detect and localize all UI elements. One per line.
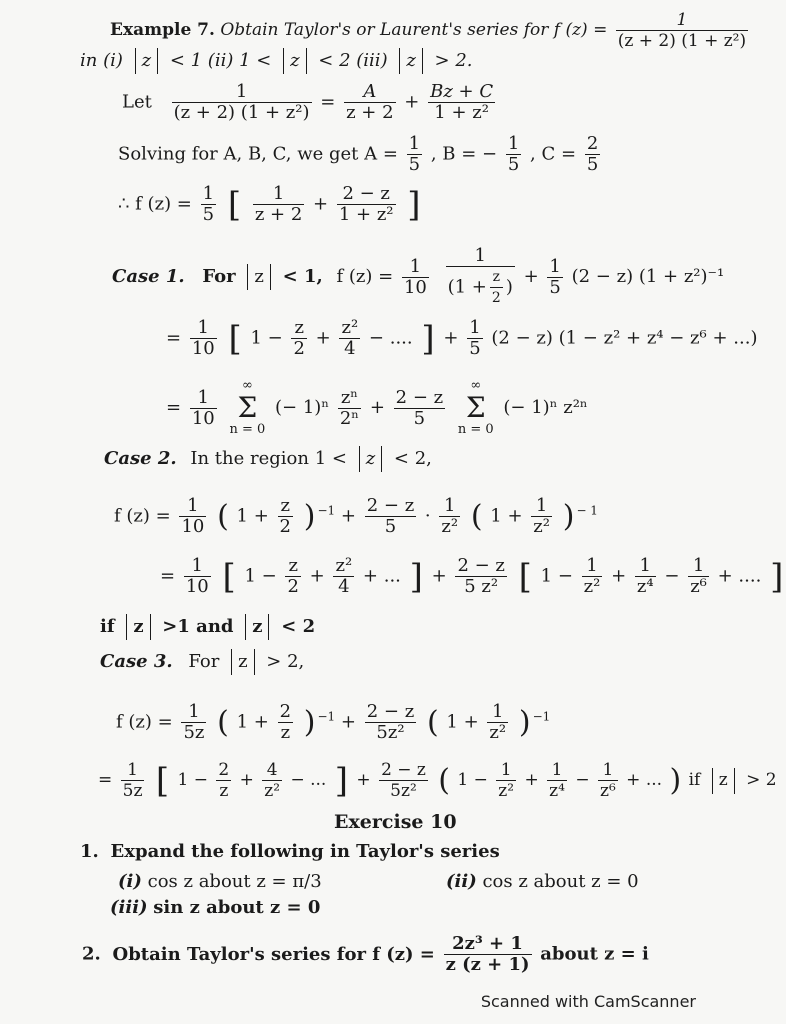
fraction-numerator: 1 bbox=[616, 10, 748, 31]
fraction-numerator: 2 bbox=[279, 701, 292, 722]
left-paren: ( bbox=[217, 498, 229, 534]
case3-line2 bbox=[116, 702, 550, 743]
right-bracket: ] bbox=[407, 184, 421, 225]
series-fraction bbox=[333, 556, 354, 597]
abs-bar bbox=[381, 446, 382, 472]
case2-label: Case 2. bbox=[104, 448, 177, 469]
b-value bbox=[506, 134, 521, 175]
abs-bar bbox=[734, 768, 735, 794]
fraction-numerator: 1 bbox=[402, 257, 429, 278]
lt-two: < 2 bbox=[281, 616, 316, 637]
fraction-denominator: 10 bbox=[191, 407, 215, 429]
abs-bar bbox=[399, 48, 400, 74]
for-word: For bbox=[188, 651, 220, 672]
example-title: Obtain Taylor's or Laurent's series for f (z) = bbox=[220, 20, 608, 40]
case3-line1 bbox=[100, 649, 304, 675]
exponent: −1 bbox=[317, 709, 336, 724]
fraction-numerator: 1 bbox=[439, 496, 460, 517]
k2-fraction bbox=[455, 556, 506, 597]
right-paren: ) bbox=[303, 704, 316, 740]
c-value bbox=[585, 134, 600, 175]
fraction-denominator: 4 bbox=[338, 576, 350, 597]
fraction-denominator: z⁴ bbox=[549, 781, 565, 801]
fraction-denominator: 10 bbox=[181, 516, 205, 537]
case3-line3 bbox=[98, 760, 777, 801]
series-fraction bbox=[598, 760, 618, 801]
fraction-denominator: 5z² bbox=[376, 722, 405, 743]
fraction-denominator: 1 + z² bbox=[434, 102, 489, 123]
k2-fraction bbox=[467, 318, 482, 359]
plus-sign: + bbox=[313, 193, 329, 215]
sum-symbol: Σ bbox=[237, 391, 258, 424]
fraction-numerator: 1 bbox=[487, 702, 508, 723]
fraction-denominator: z² bbox=[489, 722, 507, 743]
series-fraction bbox=[338, 388, 361, 429]
fraction-numerator: 2z³ + 1 bbox=[444, 934, 532, 955]
fraction-numerator: 1 bbox=[121, 760, 145, 781]
fraction-numerator: 2 − z bbox=[457, 555, 505, 576]
region-iii-relation: > 2. bbox=[434, 50, 473, 71]
sum-lower: n = 0 bbox=[457, 422, 494, 437]
fraction-numerator: 1 bbox=[184, 556, 211, 577]
abs-bar bbox=[268, 614, 269, 640]
fraction-denominator: 5 bbox=[384, 516, 397, 537]
abs-bar bbox=[306, 48, 307, 74]
exponent: −1 bbox=[317, 503, 336, 518]
k-fraction bbox=[201, 184, 216, 225]
region-i-z: z bbox=[141, 50, 152, 71]
fraction-denominator: (z + 2) (1 + z²) bbox=[173, 102, 310, 123]
fraction-numerator: 1 bbox=[688, 556, 709, 577]
inner-fraction bbox=[446, 246, 515, 308]
fraction-denominator: z² bbox=[441, 516, 459, 537]
series-term: + bbox=[239, 770, 254, 790]
k-fraction bbox=[190, 318, 217, 359]
therefore-line bbox=[118, 184, 424, 225]
left-bracket: [ bbox=[222, 556, 236, 597]
case2-line3 bbox=[160, 556, 786, 597]
solving-text: Solving for A, B, C, we get A = bbox=[118, 143, 398, 165]
series-fraction bbox=[216, 760, 231, 801]
fraction-numerator: 1 bbox=[253, 184, 304, 205]
fraction-denominator: 5 bbox=[507, 154, 520, 175]
fraction-numerator: 2 − z bbox=[337, 184, 396, 205]
series-fraction bbox=[285, 556, 300, 597]
right-paren: ) bbox=[562, 498, 575, 534]
k2-fraction bbox=[394, 388, 445, 429]
fraction-denominator: 2 bbox=[279, 516, 291, 537]
abs-bar bbox=[422, 48, 423, 74]
k-fraction bbox=[179, 496, 206, 537]
plus-sign: + bbox=[523, 266, 539, 287]
left-paren: ( bbox=[438, 762, 451, 798]
fraction-denominator: 1 + z² bbox=[338, 204, 394, 225]
series-term: + bbox=[315, 327, 331, 349]
case3-label: Case 3. bbox=[100, 651, 173, 672]
series-fraction bbox=[582, 556, 603, 597]
series-term: (− 1)ⁿ bbox=[275, 397, 330, 418]
fraction-numerator: 2 bbox=[218, 760, 230, 780]
series-term: 1 − bbox=[250, 327, 283, 349]
exponent: −1 bbox=[532, 709, 551, 724]
case1-tail: (2 − z) (1 + z²)⁻¹ bbox=[571, 266, 725, 287]
fraction-numerator: 1 bbox=[181, 702, 206, 723]
plus-sign: + bbox=[443, 327, 459, 349]
series-term: + bbox=[309, 565, 325, 587]
fraction-numerator: 1 bbox=[547, 760, 567, 781]
fraction-numerator: 2 bbox=[586, 133, 599, 154]
equals-sign: = bbox=[98, 770, 113, 790]
fz-label: f (z) = bbox=[114, 505, 171, 527]
fraction-denominator: z bbox=[219, 781, 229, 801]
abs-z: z bbox=[252, 616, 263, 637]
abs-bar bbox=[245, 614, 246, 640]
fraction-denominator: (1 + $\frac{z}{2}$ ) bbox=[447, 269, 513, 306]
right-paren: ) bbox=[518, 704, 531, 740]
k2-fraction bbox=[547, 257, 562, 298]
gt-two: > 2 bbox=[746, 770, 777, 790]
b-label: , B = − bbox=[430, 143, 498, 165]
case2-condition-line bbox=[100, 614, 315, 640]
series-term: 1 − bbox=[177, 770, 208, 790]
inner-prefix: 1 + bbox=[454, 276, 487, 298]
case3-condition: > 2, bbox=[266, 651, 305, 672]
dot-operator: · bbox=[424, 505, 431, 527]
left-paren: ( bbox=[217, 704, 229, 740]
series-term: 1 − bbox=[457, 770, 488, 790]
a-value bbox=[407, 134, 422, 175]
left-paren: ( bbox=[426, 704, 439, 740]
question-number: 2. bbox=[82, 943, 101, 965]
k2-fraction bbox=[379, 760, 428, 801]
regions-prefix: in (i) bbox=[80, 50, 123, 71]
series-term: + bbox=[524, 770, 539, 790]
k2-fraction bbox=[365, 496, 416, 537]
fraction-denominator: 5 bbox=[202, 204, 215, 225]
case2-text: In the region 1 < bbox=[190, 448, 347, 469]
fraction-denominator: z² bbox=[533, 516, 550, 537]
fraction-numerator: A bbox=[344, 82, 395, 103]
fraction-denominator: 5 bbox=[586, 154, 599, 175]
equals-sign: = bbox=[166, 397, 182, 418]
fraction-denominator: 2 bbox=[491, 290, 501, 306]
fraction-numerator: Bz + C bbox=[430, 81, 494, 102]
fraction-denominator: 2ⁿ bbox=[339, 407, 360, 429]
k-fraction bbox=[121, 760, 145, 801]
case1-line2 bbox=[166, 318, 757, 359]
series-fraction bbox=[291, 318, 306, 359]
fraction-numerator: z² bbox=[341, 317, 359, 338]
fraction-denominator: z + 2 bbox=[346, 102, 394, 123]
term2-fraction bbox=[337, 184, 396, 225]
right-bracket: ] bbox=[409, 556, 423, 597]
region-iii-z: z bbox=[406, 50, 416, 71]
abs-bar bbox=[270, 264, 271, 290]
regions-line bbox=[80, 48, 473, 74]
fraction-denominator: 5z bbox=[122, 781, 143, 801]
fraction-numerator: 1 bbox=[446, 246, 515, 267]
fraction-denominator: 2 bbox=[293, 338, 305, 359]
series-term: − .... bbox=[368, 327, 413, 349]
abs-bar bbox=[126, 614, 127, 640]
fraction-numerator: 2 − z bbox=[366, 701, 415, 722]
abs-bar bbox=[359, 446, 360, 472]
sum-upper: ∞ bbox=[241, 378, 253, 393]
plus-sign: + bbox=[356, 770, 371, 790]
fraction-denominator: z² bbox=[264, 781, 281, 801]
fraction-denominator: z⁶ bbox=[599, 781, 616, 801]
if-word: if bbox=[100, 616, 115, 637]
fraction-numerator: 1 bbox=[635, 556, 656, 577]
part-text: sin z about z = 0 bbox=[153, 897, 321, 918]
fraction-numerator: 1 bbox=[598, 760, 618, 781]
series-fraction bbox=[262, 760, 282, 801]
series-term: − ... bbox=[290, 770, 327, 790]
series-term: 1 − bbox=[244, 565, 277, 587]
fraction-denominator: z⁴ bbox=[636, 576, 654, 597]
question-text: Expand the following in Taylor's series bbox=[110, 841, 500, 862]
abs-z: z bbox=[238, 651, 248, 672]
z-over-2 bbox=[490, 267, 503, 308]
abs-bar bbox=[283, 48, 284, 74]
fraction-numerator: z bbox=[291, 318, 306, 339]
fraction-numerator: 1 bbox=[202, 183, 215, 204]
solving-line bbox=[118, 134, 603, 175]
sum-upper: ∞ bbox=[470, 378, 482, 393]
right-bracket: ] bbox=[770, 556, 784, 597]
left-paren: ( bbox=[470, 498, 483, 534]
fraction-denominator: 4 bbox=[344, 338, 356, 359]
fraction-numerator: z² bbox=[335, 555, 353, 576]
summation-2 bbox=[458, 378, 494, 438]
series-term: + bbox=[611, 565, 627, 587]
paren-term: 1 + bbox=[236, 505, 269, 527]
fraction-numerator: z bbox=[490, 267, 503, 288]
abs-bar bbox=[231, 649, 232, 675]
plus-sign: + bbox=[431, 565, 447, 587]
abs-z: z bbox=[365, 448, 376, 469]
part-label: (iii) bbox=[110, 897, 148, 918]
fraction-numerator: 1 bbox=[190, 318, 217, 339]
case2-line1 bbox=[104, 446, 432, 472]
abs-bar bbox=[157, 48, 158, 74]
fraction-denominator: 5z² bbox=[390, 781, 417, 801]
fraction-numerator: zⁿ bbox=[338, 388, 361, 409]
scanner-watermark: Scanned with CamScanner bbox=[480, 992, 696, 1011]
series-fraction bbox=[339, 318, 360, 359]
exercise-title: Exercise 10 bbox=[334, 811, 457, 833]
case1-label: Case 1. bbox=[112, 266, 185, 287]
about-text: about z = i bbox=[540, 943, 649, 965]
fraction-numerator: 1 bbox=[549, 255, 561, 277]
example-fz-fraction bbox=[616, 10, 748, 51]
case1-line3 bbox=[166, 378, 588, 438]
exercise-q1-iii bbox=[110, 896, 320, 920]
k-fraction bbox=[190, 388, 217, 429]
fraction-numerator: z bbox=[278, 496, 293, 517]
fraction-numerator: 1 bbox=[496, 760, 516, 781]
sum-symbol: Σ bbox=[465, 391, 486, 424]
if-word: if bbox=[688, 770, 701, 790]
series-term: + .... bbox=[717, 565, 762, 587]
fraction-numerator: 1 bbox=[507, 133, 520, 154]
fraction-denominator: 5 bbox=[408, 154, 421, 175]
right-paren: ) bbox=[303, 498, 316, 534]
part-label: (ii) bbox=[446, 871, 477, 892]
right-bracket: ] bbox=[334, 760, 348, 801]
abs-bar bbox=[135, 48, 136, 74]
series-fraction bbox=[496, 760, 516, 801]
fraction-numerator: 1 bbox=[172, 82, 312, 103]
paren-term: 1 + bbox=[236, 711, 269, 733]
sum-lower: n = 0 bbox=[229, 422, 266, 437]
series-term: + ... bbox=[362, 565, 401, 587]
case2-condition: < 2, bbox=[393, 448, 432, 469]
part-label: (i) bbox=[118, 871, 142, 892]
fz-label: f (z) = bbox=[116, 711, 173, 733]
series-term: (− 1)ⁿ z²ⁿ bbox=[503, 397, 588, 418]
fraction-denominator: 10 bbox=[185, 576, 209, 597]
region-i-relation: < 1 (ii) 1 < bbox=[169, 50, 272, 71]
z-over-2 bbox=[278, 496, 293, 537]
exercise-q1-ii bbox=[446, 870, 639, 894]
exercise-q2 bbox=[82, 934, 649, 975]
a-fraction bbox=[344, 82, 395, 123]
b-fraction bbox=[428, 82, 495, 123]
fraction-numerator: 1 bbox=[190, 388, 217, 409]
question-text: Obtain Taylor's series for f (z) = bbox=[112, 943, 435, 965]
fraction-numerator: 1 bbox=[469, 317, 481, 338]
left-bracket: [ bbox=[155, 760, 170, 801]
fraction-numerator: 4 bbox=[262, 760, 282, 781]
fraction-denominator: z bbox=[280, 722, 291, 743]
fraction-denominator: 5 bbox=[469, 338, 481, 359]
abs-z: z bbox=[133, 616, 144, 637]
series-fraction bbox=[635, 556, 656, 597]
abs-bar bbox=[150, 614, 151, 640]
region-ii-relation: < 2 (iii) bbox=[318, 50, 388, 71]
equals-sign: = bbox=[320, 91, 336, 113]
abs-z: z bbox=[254, 266, 264, 287]
exercise-q1-i bbox=[118, 870, 322, 894]
plus-sign: + bbox=[404, 91, 420, 113]
left-bracket: [ bbox=[518, 556, 532, 597]
fraction-numerator: 1 bbox=[408, 133, 421, 154]
k-fraction bbox=[402, 257, 429, 298]
k-fraction bbox=[184, 556, 211, 597]
paren-term: 1 + bbox=[446, 711, 479, 733]
two-over-z bbox=[278, 702, 293, 743]
paren-term: 1 + bbox=[490, 505, 523, 527]
fraction-denominator: 5 z² bbox=[464, 576, 499, 597]
fraction-numerator: z bbox=[285, 556, 300, 577]
for-word: For bbox=[202, 266, 236, 287]
abs-bar bbox=[712, 768, 713, 794]
fraction-numerator: 1 bbox=[531, 496, 552, 517]
abs-bar bbox=[247, 264, 248, 290]
fraction-denominator: 5 bbox=[549, 276, 561, 298]
one-over-z2 bbox=[531, 496, 552, 537]
fraction-denominator: z⁶ bbox=[690, 576, 707, 597]
term1-fraction bbox=[253, 184, 304, 225]
series-term: − bbox=[575, 770, 590, 790]
series-term: − bbox=[664, 565, 680, 587]
case2-line2 bbox=[114, 496, 598, 537]
let-word: Let bbox=[122, 91, 152, 113]
lhs-fraction bbox=[172, 82, 312, 123]
equals-sign: = bbox=[160, 565, 176, 587]
fraction-denominator: (z + 2) (1 + z²) bbox=[617, 31, 747, 51]
equals-sign: = bbox=[166, 327, 182, 349]
exponent: − 1 bbox=[576, 503, 598, 518]
plus-sign: + bbox=[340, 505, 356, 527]
fraction-numerator: 2 − z bbox=[395, 386, 444, 408]
question-number: 1. bbox=[80, 841, 99, 862]
case1-line1 bbox=[112, 246, 724, 308]
right-bracket: ] bbox=[421, 318, 435, 359]
c-label: , C = bbox=[530, 143, 577, 165]
left-bracket: [ bbox=[227, 184, 242, 225]
one-over-z2 bbox=[487, 702, 508, 743]
series-term: + ... bbox=[626, 770, 663, 790]
k3-fraction bbox=[439, 496, 460, 537]
k-fraction bbox=[181, 702, 206, 743]
q2-fraction bbox=[444, 934, 532, 975]
case1-condition: < 1, bbox=[282, 266, 323, 287]
series-term: 1 − bbox=[540, 565, 573, 587]
fraction-numerator: 1 bbox=[179, 496, 206, 517]
example-header bbox=[110, 10, 751, 51]
fz-label: f (z) = bbox=[336, 266, 394, 287]
fraction-denominator: 10 bbox=[403, 276, 427, 298]
series-fraction bbox=[547, 760, 567, 801]
series-fraction bbox=[688, 556, 709, 597]
series-tail: (2 − z) (1 − z² + z⁴ − z⁶ + ...) bbox=[491, 327, 758, 349]
fraction-denominator: z + 2 bbox=[254, 204, 303, 225]
example-heading: Example 7. bbox=[110, 20, 215, 40]
and-text: >1 and bbox=[162, 616, 234, 637]
k2-fraction bbox=[365, 702, 416, 743]
fraction-numerator: 1 bbox=[582, 556, 603, 577]
right-paren: ) bbox=[669, 762, 682, 798]
fraction-denominator: 5z bbox=[183, 722, 205, 743]
fraction-numerator: 2 − z bbox=[381, 760, 426, 780]
partial-fraction-line bbox=[122, 82, 498, 123]
fraction-denominator: z (z + 1) bbox=[445, 954, 530, 975]
summation-1 bbox=[229, 378, 265, 438]
fraction-denominator: 2 bbox=[287, 576, 299, 597]
plus-sign: + bbox=[369, 397, 385, 418]
fraction-denominator: z² bbox=[583, 576, 601, 597]
fraction-denominator: 5 bbox=[413, 407, 426, 429]
fraction-denominator: z² bbox=[498, 781, 515, 801]
part-text: cos z about z = 0 bbox=[482, 871, 639, 892]
left-bracket: [ bbox=[228, 318, 242, 359]
abs-z: z bbox=[718, 770, 728, 790]
part-text: cos z about z = π/3 bbox=[147, 871, 322, 892]
fraction-denominator: 10 bbox=[191, 338, 215, 359]
therefore-lhs: ∴ f (z) = bbox=[118, 193, 192, 215]
region-ii-z: z bbox=[290, 50, 300, 71]
plus-sign: + bbox=[340, 711, 357, 733]
exercise-q1 bbox=[80, 840, 500, 864]
abs-bar bbox=[254, 649, 255, 675]
fraction-numerator: 2 − z bbox=[366, 495, 415, 516]
